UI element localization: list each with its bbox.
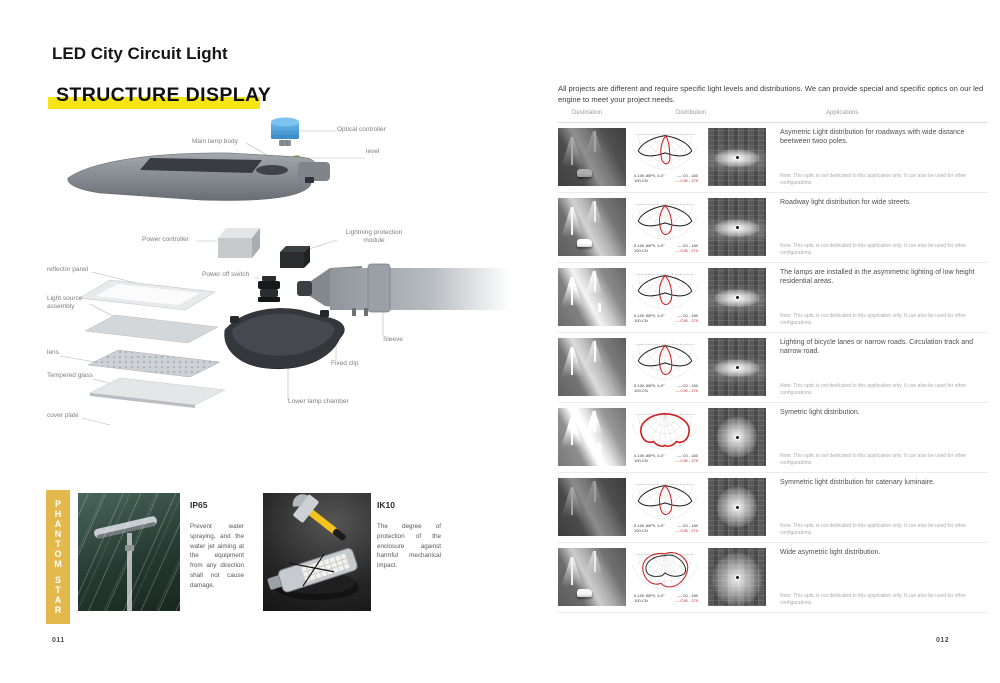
light-pole <box>594 481 596 502</box>
hammer-icon <box>286 493 354 550</box>
beam-footprint <box>708 478 766 536</box>
application-text: Symmetric light distribution for catenary luminaire. <box>780 479 935 486</box>
diagram-label-cover-plate: cover plate <box>47 412 79 419</box>
photometric-diagram-cell <box>632 338 700 396</box>
table-row <box>558 333 988 403</box>
pedestrian-shape <box>598 303 601 312</box>
diagram-label-light-source-assembly: Light source assembly <box>47 295 83 310</box>
light-pole <box>571 557 573 585</box>
photometry-left-line1: 0-10K 80P0, 4-0° <box>634 173 665 178</box>
legend-c0-180: — C0 - 180 <box>677 243 698 248</box>
beam-footprint <box>708 268 766 326</box>
ik10-code: IK10 <box>377 500 395 510</box>
application-text: Lighting of bicycle lanes or narrow roads. Circulation track and narrow road. <box>780 339 973 356</box>
brand-letter: P <box>54 498 61 509</box>
beam-footprint <box>708 198 766 256</box>
destination-photo <box>558 408 626 466</box>
mounting-pole-part <box>297 264 510 316</box>
light-pole <box>594 341 596 362</box>
light-pole <box>571 137 573 165</box>
brand-letter: M <box>54 559 62 570</box>
application-text: Wide asymetric light distribution. <box>780 549 881 556</box>
tempered-glass-part <box>90 378 225 408</box>
ip65-code: IP65 <box>190 500 208 510</box>
lower-lamp-chamber-part <box>225 308 345 368</box>
light-pole <box>571 207 573 235</box>
beam-footprint <box>708 128 766 186</box>
photometry-caption <box>632 312 700 323</box>
power-controller-part <box>218 228 260 258</box>
ip65-description: Prevent water spraying, and the water jet aiming at the equipment from any direction shall not cause damage. <box>190 523 244 589</box>
page-number-right: 012 <box>936 637 950 644</box>
car-shape <box>577 169 592 177</box>
application-note: Note: This optic is not dedicated to this application only. It can also be used for other configurations. <box>780 523 967 536</box>
light-source-assembly-part <box>85 315 218 343</box>
legend-c90-270: — C90 - 270 <box>675 178 698 184</box>
beam-footprint <box>708 408 766 466</box>
application-note: Note: This optic is not dedicated to this application only. It can also be used for other configurations. <box>780 593 967 606</box>
photometry-left-line1: 0-10K 80P0, 4-0° <box>634 593 665 598</box>
photometric-polar-chart <box>632 128 698 172</box>
section-title: STRUCTURE DISPLAY <box>56 84 272 106</box>
page-title: LED City Circuit Light <box>52 44 228 63</box>
application-cell <box>780 268 988 332</box>
brand-letter: T <box>55 585 61 596</box>
legend-c90-270: — C90 - 270 <box>675 598 698 604</box>
light-pole <box>594 271 596 292</box>
header-applications: Applications <box>826 110 859 116</box>
photometry-left-line2: 100-CN <box>634 388 648 394</box>
light-pole <box>571 417 573 445</box>
photometry-left-line2: 100-CN <box>634 458 648 464</box>
brand-letter: S <box>54 575 61 586</box>
table-row <box>558 193 988 263</box>
legend-c90-270: — C90 - 270 <box>675 528 698 534</box>
ip65-rain-image <box>78 493 180 611</box>
page-number-left: 011 <box>52 637 65 644</box>
legend-c90-270: — C90 - 270 <box>675 248 698 254</box>
diagram-label-power-controller: Power controller <box>142 236 189 243</box>
application-cell <box>780 478 988 542</box>
photometric-polar-chart <box>632 408 698 452</box>
destination-photo <box>558 128 626 186</box>
brand-letter: A <box>54 595 62 606</box>
photometry-left-line1: 0-10K 80P0, 4-0° <box>634 453 665 458</box>
photometry-left-line1: 0-10K 80P0, 4-0° <box>634 243 665 248</box>
destination-photo <box>558 268 626 326</box>
light-pole <box>594 201 596 222</box>
header-destination: Destination <box>572 110 603 116</box>
table-row <box>558 473 988 543</box>
light-pole <box>594 131 596 152</box>
intro-paragraph: All projects are different and require specific light levels and distributions. We can provide special and specific optics on our led engine to meet your project needs. <box>558 84 984 104</box>
brand-letter: T <box>55 538 61 549</box>
header-distribution: Distribution <box>676 110 707 116</box>
photometry-caption <box>632 592 700 603</box>
brand-letter: N <box>54 528 62 539</box>
photometry-left-line1: 0-10K 80P0, 4-0° <box>634 523 665 528</box>
diagram-label-level: level <box>366 148 380 155</box>
photometric-diagram-cell <box>632 408 700 466</box>
brand-letter: H <box>54 508 62 519</box>
light-pole <box>571 277 573 305</box>
optical-controller-part <box>271 118 299 147</box>
photometry-left-line1: 0-10K 80P0, 4-0° <box>634 383 665 388</box>
application-text: Asymetric Light distribution for roadways with wide distance beetween twoo poles. <box>780 129 965 146</box>
photometric-diagram-cell <box>632 548 700 606</box>
diagram-label-tempered-glass: Tempered glass <box>47 372 93 379</box>
table-row <box>558 543 988 613</box>
application-note: Note: This optic is not dedicated to this application only. It can also be used for other configurations. <box>780 453 967 466</box>
ik10-hammer-image <box>263 493 371 611</box>
photometry-caption <box>632 242 700 253</box>
diagram-label-fixed-clip: Fixed clip <box>331 360 359 367</box>
light-pole <box>594 551 596 572</box>
power-off-switch-part <box>258 276 280 302</box>
light-pole <box>594 411 596 432</box>
application-text: Symetric light distribution. <box>780 409 860 416</box>
application-cell <box>780 548 988 612</box>
destination-photo <box>558 548 626 606</box>
diagram-label-lens: lens <box>47 349 59 356</box>
main-lamp-body-part <box>68 153 330 201</box>
distribution-table-rows <box>558 123 988 613</box>
application-cell <box>780 338 988 402</box>
destination-photo <box>558 338 626 396</box>
beam-footprint <box>708 338 766 396</box>
photometric-polar-chart <box>632 548 698 592</box>
diagram-label-main-lamp-body: Main lamp body <box>192 138 238 145</box>
light-pole <box>571 347 573 375</box>
application-cell <box>780 128 988 192</box>
legend-c0-180: — C0 - 180 <box>677 593 698 598</box>
photometry-left-line2: 100-CN <box>634 528 648 534</box>
photometry-caption <box>632 452 700 463</box>
brand-letter: A <box>54 518 62 529</box>
reflector-panel-part <box>80 280 215 310</box>
legend-c0-180: — C0 - 180 <box>677 173 698 178</box>
pedestrian-shape <box>598 443 601 452</box>
diagram-label-power-off-switch: Power off switch <box>202 271 250 278</box>
photometric-polar-chart <box>632 338 698 382</box>
photometry-left-line2: 100-CN <box>634 248 648 254</box>
photometric-polar-chart <box>632 268 698 312</box>
legend-c90-270: — C90 - 270 <box>675 318 698 324</box>
light-pole <box>571 487 573 515</box>
photometric-diagram-cell <box>632 478 700 536</box>
car-shape <box>577 589 592 597</box>
photometry-caption <box>632 522 700 533</box>
legend-c0-180: — C0 - 180 <box>677 313 698 318</box>
photometry-left-line2: 100-CN <box>634 318 648 324</box>
destination-photo <box>558 478 626 536</box>
photometry-left-line2: 100-CN <box>634 598 648 604</box>
diagram-label-reflector-panel: reflector panel <box>47 266 89 273</box>
lightning-protection-module-part <box>280 246 310 268</box>
application-text: Roadway light distribution for wide streets. <box>780 199 912 206</box>
beam-footprint <box>708 548 766 606</box>
diagram-label-lower-lamp-chamber: Lower lamp chamber <box>288 398 349 405</box>
application-note: Note: This optic is not dedicated to this application only. It can also be used for other configurations. <box>780 313 967 326</box>
brand-letter: O <box>54 548 62 559</box>
photometry-caption <box>632 382 700 393</box>
legend-c0-180: — C0 - 180 <box>677 383 698 388</box>
application-cell <box>780 198 988 262</box>
application-note: Note: This optic is not dedicated to this application only. It can also be used for other configurations. <box>780 383 967 396</box>
rain-overlay <box>78 493 180 611</box>
application-note: Note: This optic is not dedicated to this application only. It can also be used for other configurations. <box>780 173 967 186</box>
application-cell <box>780 408 988 472</box>
brand-letter: R <box>54 605 62 616</box>
photometric-polar-chart <box>632 478 698 522</box>
lens-part <box>88 350 220 377</box>
distribution-table <box>558 108 988 613</box>
table-row <box>558 263 988 333</box>
exploded-structure-diagram <box>40 100 510 495</box>
legend-c0-180: — C0 - 180 <box>677 523 698 528</box>
diagram-label-lightning-protection-module: Lightning protection module <box>345 229 403 244</box>
application-text: The lamps are installed in the asymmetric lighting of low height residential areas. <box>780 269 975 286</box>
table-row <box>558 123 988 193</box>
car-shape <box>577 239 592 247</box>
table-row <box>558 403 988 473</box>
legend-c0-180: — C0 - 180 <box>677 453 698 458</box>
diagram-label-optical-controller: Optical controller <box>337 126 386 133</box>
photometric-diagram-cell <box>632 128 700 186</box>
legend-c90-270: — C90 - 270 <box>675 388 698 394</box>
photometry-left-line1: 0-10K 80P0, 4-0° <box>634 313 665 318</box>
photometry-left-line2: 100-CN <box>634 178 648 184</box>
destination-photo <box>558 198 626 256</box>
table-header <box>558 108 988 123</box>
photometric-diagram-cell <box>632 198 700 256</box>
diagram-label-sleeve: Sleeve <box>383 336 403 343</box>
application-note: Note: This optic is not dedicated to this application only. It can also be used for other configurations. <box>780 243 967 256</box>
legend-c90-270: — C90 - 270 <box>675 458 698 464</box>
brand-vertical-band <box>46 490 70 624</box>
photometric-diagram-cell <box>632 268 700 326</box>
photometric-polar-chart <box>632 198 698 242</box>
ik10-description: The degree of protection of the enclosure against harmful mechanical impact. <box>377 523 441 569</box>
photometry-caption <box>632 172 700 183</box>
